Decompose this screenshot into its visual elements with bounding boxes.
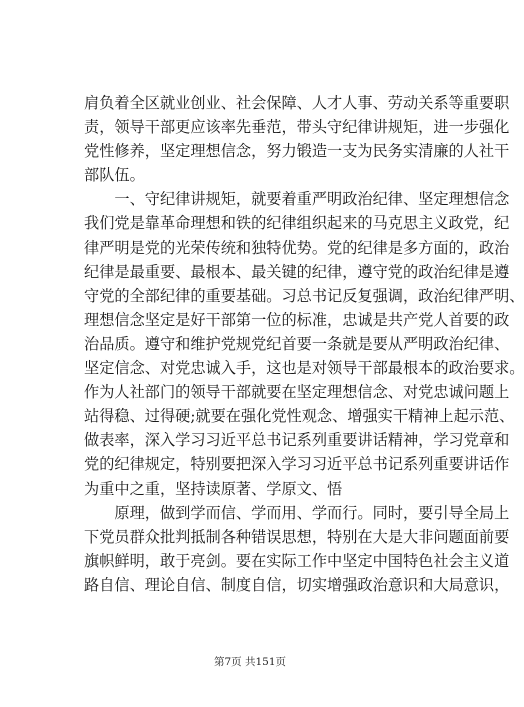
section-heading-line: 一、守纪律讲规矩，就要着重严明政治纪律、坚定理想信念 — [84, 190, 510, 209]
body-text — [84, 91, 524, 597]
text-line: 旗帜鲜明，敢于亮剑。要在实际工作中坚定中国特色社会主义道 — [84, 551, 510, 570]
text-line: 守党的全部纪律的重要基础。习总书记反复强调，政治纪律严明、 — [84, 286, 524, 305]
text-line: 责，领导干部更应该率先垂范，带头守纪律讲规矩，进一步强化 — [84, 118, 510, 137]
text-line: 纪律是最重要、最根本、最关键的纪律，遵守党的政治纪律是遵 — [84, 262, 510, 281]
text-line: 下党员群众批判抵制各种错误思想，特别在大是大非问题面前要 — [84, 527, 510, 546]
text-line: 原理，做到学而信、学而用、学而行。同时，要引导全局上 — [84, 503, 510, 522]
text-line: 治品质。遵守和维护党规党纪首要一条就是要从严明政治纪律、 — [84, 334, 510, 353]
text-line: 部队伍。 — [84, 166, 145, 185]
text-line: 作为人社部门的领导干部就要在坚定理想信念、对党忠诚问题上 — [84, 383, 510, 402]
text-line: 肩负着全区就业创业、社会保障、人才人事、劳动关系等重要职 — [84, 94, 510, 112]
text-line: 站得稳、过得硬;就要在强化党性观念、增强实干精神上起示范、 — [84, 407, 515, 426]
text-line: 我们党是靠革命理想和铁的纪律组织起来的马克思主义政党，纪 — [84, 214, 510, 233]
text-line: 为重中之重，坚持读原著、学原文、悟 — [84, 479, 343, 498]
page-footer: 第7页 共151页 — [213, 656, 287, 668]
text-line: 理想信念坚定是好干部第一位的标准，忠诚是共产党人首要的政 — [84, 310, 510, 329]
text-line: 党的纪律规定，特别要把深入学习习近平总书记系列重要讲话作 — [84, 455, 510, 474]
text-line: 律严明是党的光荣传统和独特优势。党的纪律是多方面的，政治 — [84, 238, 510, 257]
text-line: 路自信、理论自信、制度自信，切实增强政治意识和大局意识， — [84, 575, 510, 594]
text-line: 坚定信念、对党忠诚入手，这也是对领导干部最根本的政治要求。 — [84, 359, 524, 378]
text-line: 党性修养，坚定理想信念，努力锻造一支为民务实清廉的人社干 — [84, 142, 510, 161]
text-line: 做表率，深入学习习近平总书记系列重要讲话精神，学习党章和 — [84, 431, 510, 450]
